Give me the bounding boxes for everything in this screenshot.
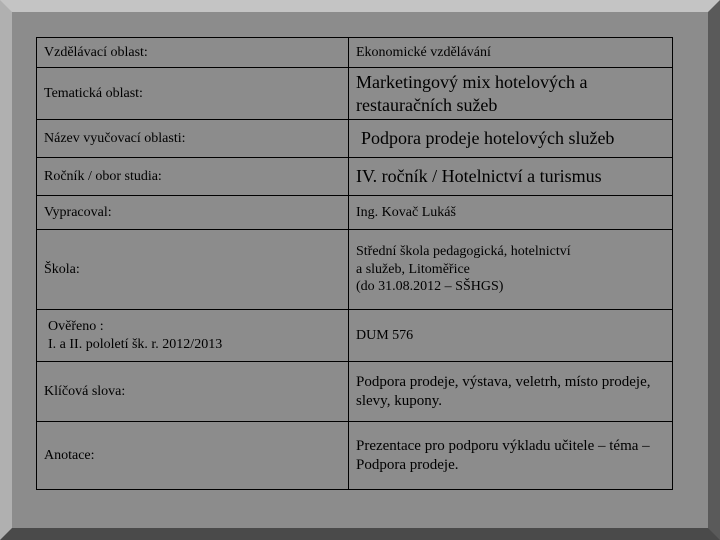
row-value: IV. ročník / Hotelnictví a turismus [349,158,673,196]
verified-line: I. a II. pololetí šk. r. 2012/2013 [48,336,223,352]
table-row [37,422,673,490]
school-line: (do 31.08.2012 – SŠHGS) [356,279,504,295]
row-label: Škola: [37,230,349,310]
table-row [37,310,673,362]
table-row [37,38,673,68]
school-line: Střední škola pedagogická, hotelnictví [356,244,571,260]
table-row [37,196,673,230]
row-value: Marketingový mix hotelových a restauračních sužeb [349,68,673,120]
table-row [37,68,673,120]
row-value: Prezentace pro podporu výkladu učitele – téma – Podpora prodeje. [349,422,673,490]
row-value: Podpora prodeje, výstava, veletrh, místo prodeje, slevy, kupony. [349,362,673,422]
table-row [37,120,673,158]
info-table [36,37,673,490]
row-label: Vzdělávací oblast: [37,38,349,68]
row-label: Anotace: [37,422,349,490]
row-value: DUM 576 [349,310,673,362]
verified-line: Ověřeno : [48,319,104,334]
table-row [37,158,673,196]
row-value: Podpora prodeje hotelových služeb [349,120,673,158]
row-value: Ekonomické vzdělávání [349,38,673,68]
row-value: Ing. Kovač Lukáš [349,196,673,230]
table-row [37,230,673,310]
row-label: Klíčová slova: [37,362,349,422]
row-value [349,230,673,310]
school-line: a služeb, Litoměřice [356,261,470,277]
row-label: Ročník / obor studia: [37,158,349,196]
table-row [37,362,673,422]
row-label: Vypracoval: [37,196,349,230]
row-label: Tematická oblast: [37,68,349,120]
row-label: Název vyučovací oblasti: [37,120,349,158]
row-label [37,310,349,362]
